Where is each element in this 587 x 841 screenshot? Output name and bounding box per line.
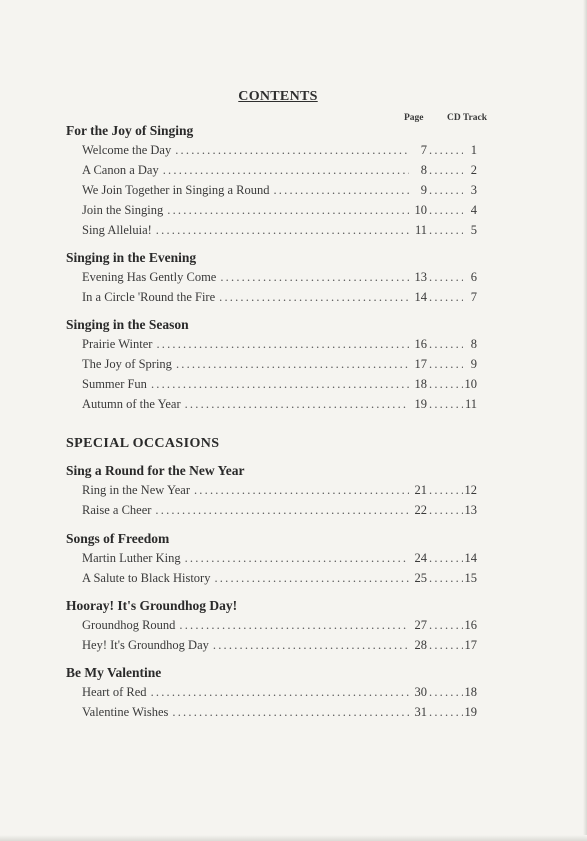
song-title: A Salute to Black History	[82, 571, 211, 585]
leader-dots	[213, 638, 409, 653]
page-number: 30	[414, 685, 427, 699]
section-title: Songs of Freedom	[66, 531, 170, 546]
song-title: Join the Singing	[82, 203, 164, 217]
song-title: Raise a Cheer	[82, 503, 152, 517]
page-number: 14	[414, 290, 427, 304]
song-title: Prairie Winter	[82, 337, 153, 351]
leader-dots	[172, 705, 409, 720]
page-number: 10	[414, 203, 427, 217]
song-title: Ring in the New Year	[82, 483, 190, 497]
page-number: 27	[414, 618, 427, 632]
page-number: 21	[414, 483, 427, 497]
toc-entry	[82, 377, 477, 395]
page-number: 16	[414, 337, 427, 351]
section-title: Singing in the Evening	[66, 250, 197, 265]
toc-entry	[82, 638, 477, 656]
leader-dots	[427, 290, 463, 305]
song-title: Evening Has Gently Come	[82, 270, 217, 284]
page-number: 31	[414, 705, 427, 719]
section-title: Sing a Round for the New Year	[66, 463, 245, 478]
page-number: 7	[420, 143, 427, 157]
leader-dots	[427, 571, 463, 586]
leader-dots	[163, 163, 409, 178]
scan-edge-shadow	[583, 0, 587, 841]
toc-entry	[82, 337, 477, 355]
leader-dots	[155, 503, 409, 518]
leader-dots	[427, 337, 463, 352]
leader-dots	[427, 551, 463, 566]
toc-entry	[82, 705, 477, 723]
page-number: 24	[414, 551, 427, 565]
leader-dots	[156, 337, 409, 352]
leader-dots	[179, 618, 409, 633]
leader-dots	[427, 143, 463, 158]
leader-dots	[167, 203, 409, 218]
song-title: Hey! It's Groundhog Day	[82, 638, 209, 652]
song-title: Heart of Red	[82, 685, 147, 699]
leader-dots	[427, 270, 463, 285]
cd-track-number: 8	[470, 337, 477, 351]
song-title: In a Circle 'Round the Fire	[82, 290, 216, 304]
leader-dots	[427, 705, 463, 720]
page-number: 13	[414, 270, 427, 284]
page-number: 25	[414, 571, 427, 585]
leader-dots	[175, 143, 409, 158]
leader-dots	[427, 638, 463, 653]
cd-track-number: 10	[464, 377, 477, 391]
toc-entry	[82, 223, 477, 241]
toc-entry	[82, 203, 477, 221]
cd-track-number: 12	[464, 483, 477, 497]
section-title: Be My Valentine	[66, 665, 162, 680]
toc-entry	[82, 685, 477, 703]
cd-track-number: 1	[470, 143, 477, 157]
page-title: CONTENTS	[238, 89, 318, 104]
cd-track-number: 9	[470, 357, 477, 371]
leader-dots	[194, 483, 409, 498]
leader-dots	[185, 551, 409, 566]
toc-entry	[82, 397, 477, 415]
leader-dots	[427, 357, 463, 372]
cd-track-number: 7	[470, 290, 477, 304]
section-title: Hooray! It's Groundhog Day!	[66, 598, 238, 613]
toc-entry	[82, 270, 477, 288]
leader-dots	[214, 571, 409, 586]
toc-entry	[82, 163, 477, 181]
leader-dots	[151, 685, 409, 700]
cd-track-number: 16	[464, 618, 477, 632]
leader-dots	[427, 223, 463, 238]
special-occasions-heading: SPECIAL OCCASIONS	[66, 436, 220, 451]
cd-track-number: 17	[464, 638, 477, 652]
leader-dots	[427, 503, 463, 518]
cd-track-number: 13	[464, 503, 477, 517]
cd-track-number: 6	[470, 270, 477, 284]
cd-track-column-header: CD Track	[447, 113, 488, 123]
song-title: We Join Together in Singing a Round	[82, 183, 270, 197]
toc-entry	[82, 618, 477, 636]
page-column-header: Page	[404, 113, 424, 123]
toc-entry	[82, 571, 477, 589]
leader-dots	[273, 183, 409, 198]
leader-dots	[427, 183, 463, 198]
leader-dots	[427, 163, 463, 178]
song-title: Groundhog Round	[82, 618, 176, 632]
toc-entry	[82, 290, 477, 308]
leader-dots	[427, 397, 463, 412]
cd-track-number: 2	[470, 163, 477, 177]
leader-dots	[176, 357, 409, 372]
leader-dots	[220, 270, 409, 285]
scan-bottom-shadow	[0, 835, 587, 841]
toc-entry	[82, 503, 477, 521]
song-title: Welcome the Day	[82, 143, 172, 157]
cd-track-number: 14	[464, 551, 477, 565]
page-number: 8	[420, 163, 427, 177]
cd-track-number: 19	[464, 705, 477, 719]
cd-track-number: 5	[470, 223, 477, 237]
cd-track-number: 15	[464, 571, 477, 585]
leader-dots	[156, 223, 409, 238]
section-title: Singing in the Season	[66, 317, 189, 332]
song-title: Autumn of the Year	[82, 397, 181, 411]
leader-dots	[427, 377, 463, 392]
page-number: 11	[414, 223, 427, 237]
page-number: 18	[414, 377, 427, 391]
toc-entry	[82, 357, 477, 375]
section-title: For the Joy of Singing	[66, 123, 194, 138]
leader-dots	[151, 377, 409, 392]
leader-dots	[427, 618, 463, 633]
page-number: 9	[420, 183, 427, 197]
song-title: Summer Fun	[82, 377, 147, 391]
toc-entry	[82, 483, 477, 501]
cd-track-number: 3	[470, 183, 477, 197]
toc-entry	[82, 183, 477, 201]
page-number: 17	[414, 357, 427, 371]
cd-track-number: 11	[464, 397, 477, 411]
leader-dots	[185, 397, 409, 412]
song-title: A Canon a Day	[82, 163, 159, 177]
song-title: The Joy of Spring	[82, 357, 172, 371]
cd-track-number: 18	[464, 685, 477, 699]
page-number: 19	[414, 397, 427, 411]
leader-dots	[427, 685, 463, 700]
cd-track-number: 4	[470, 203, 477, 217]
song-title: Martin Luther King	[82, 551, 181, 565]
song-title: Sing Alleluia!	[82, 223, 152, 237]
leader-dots	[427, 203, 463, 218]
leader-dots	[427, 483, 463, 498]
page-number: 28	[414, 638, 427, 652]
toc-entry	[82, 551, 477, 569]
leader-dots	[219, 290, 409, 305]
toc-entry	[82, 143, 477, 161]
song-title: Valentine Wishes	[82, 705, 169, 719]
page-number: 22	[414, 503, 427, 517]
